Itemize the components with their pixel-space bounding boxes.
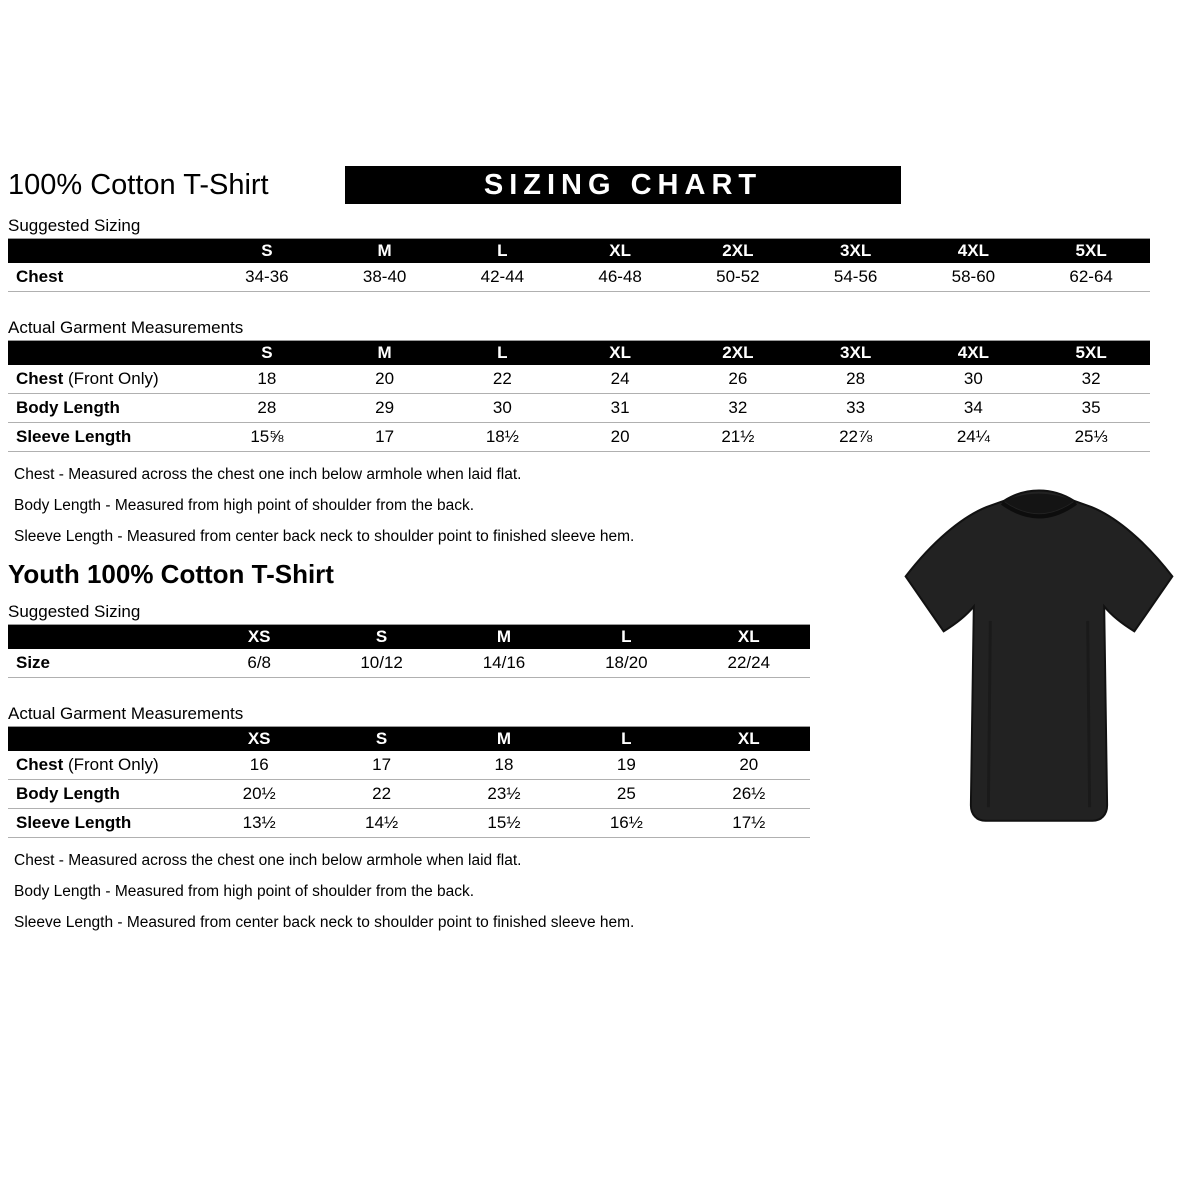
measurement-cell: 15½ bbox=[487, 813, 521, 832]
measurement-cell: 22⅞ bbox=[839, 427, 873, 446]
measurement-cell: 18 bbox=[494, 755, 514, 774]
adult-suggested-sizing-label: Suggested Sizing bbox=[8, 216, 141, 235]
size-column-header: L bbox=[565, 625, 687, 650]
label-column-header bbox=[8, 625, 198, 650]
size-column-header: S bbox=[320, 625, 442, 650]
row-label: Size bbox=[16, 653, 51, 672]
size-column-header: XL bbox=[561, 341, 679, 366]
measurement-cell: 26½ bbox=[732, 784, 766, 803]
youth-garment-measurements-table bbox=[8, 726, 810, 838]
measurement-cell: 34-36 bbox=[245, 267, 289, 286]
measurement-cell: 34 bbox=[963, 398, 983, 417]
row-label: Chest (Front Only) bbox=[16, 755, 159, 774]
measurement-cell: 21½ bbox=[721, 427, 755, 446]
table-row bbox=[8, 365, 1150, 394]
tshirt-silhouette bbox=[906, 490, 1173, 820]
measurement-cell: 19 bbox=[616, 755, 636, 774]
measurement-cell: 10/12 bbox=[360, 653, 403, 672]
measurement-cell: 17 bbox=[372, 755, 392, 774]
youth-suggested-sizing-table bbox=[8, 624, 810, 678]
measurement-cell: 28 bbox=[846, 369, 866, 388]
measurement-cell: 35 bbox=[1081, 398, 1101, 417]
sleeve-length-note: Sleeve Length - Measured from center back neck to shoulder point to finished sleeve hem. bbox=[14, 528, 635, 545]
size-column-header: S bbox=[320, 727, 442, 752]
size-column-header: M bbox=[326, 239, 444, 264]
size-column-header: M bbox=[443, 727, 565, 752]
size-column-header: 5XL bbox=[1032, 341, 1150, 366]
measurement-cell: 23½ bbox=[487, 784, 521, 803]
size-column-header: M bbox=[326, 341, 444, 366]
row-label: Chest bbox=[16, 267, 64, 286]
adult-garment-measurements-table bbox=[8, 340, 1150, 452]
measurement-cell: 17½ bbox=[732, 813, 766, 832]
size-column-header: XL bbox=[688, 625, 810, 650]
row-label: Body Length bbox=[16, 784, 120, 803]
adult-suggested-sizing-table bbox=[8, 238, 1150, 292]
size-column-header: 5XL bbox=[1032, 239, 1150, 264]
measurement-cell: 33 bbox=[846, 398, 866, 417]
measurement-cell: 22 bbox=[372, 784, 392, 803]
measurement-cell: 42-44 bbox=[480, 267, 525, 286]
size-column-header: XL bbox=[561, 239, 679, 264]
table-header-row bbox=[8, 239, 1150, 264]
row-label: Sleeve Length bbox=[16, 427, 132, 446]
row-label: Sleeve Length bbox=[16, 813, 132, 832]
table-row bbox=[8, 263, 1150, 292]
measurement-cell: 30 bbox=[492, 398, 512, 417]
measurement-cell: 31 bbox=[610, 398, 630, 417]
measurement-cell: 20½ bbox=[242, 784, 276, 803]
measurement-cell: 62-64 bbox=[1069, 267, 1113, 286]
row-label: Body Length bbox=[16, 398, 120, 417]
adult-actual-measurements-label: Actual Garment Measurements bbox=[8, 318, 244, 337]
table-header-row bbox=[8, 727, 810, 752]
label-column-header bbox=[8, 727, 198, 752]
measurement-cell: 30 bbox=[963, 369, 983, 388]
measurement-cell: 14½ bbox=[365, 813, 399, 832]
size-column-header: 4XL bbox=[915, 341, 1033, 366]
youth-actual-measurements-label: Actual Garment Measurements bbox=[8, 704, 244, 723]
measurement-cell: 28 bbox=[257, 398, 277, 417]
measurement-cell: 20 bbox=[610, 427, 630, 446]
measurement-cell: 50-52 bbox=[716, 267, 760, 286]
measurement-cell: 6/8 bbox=[247, 653, 272, 672]
table-row bbox=[8, 394, 1150, 423]
tshirt-image bbox=[893, 476, 1185, 828]
youth-suggested-sizing-label: Suggested Sizing bbox=[8, 602, 141, 621]
size-column-header: XS bbox=[198, 625, 320, 650]
chest-note: Chest - Measured across the chest one inch below armhole when laid flat. bbox=[14, 466, 522, 483]
label-column-header bbox=[8, 341, 208, 366]
table-row bbox=[8, 809, 810, 838]
measurement-cell: 16 bbox=[249, 755, 269, 774]
table-header-row bbox=[8, 341, 1150, 366]
youth-section-title: Youth 100% Cotton T-Shirt bbox=[8, 559, 334, 589]
chest-note: Chest - Measured across the chest one inch below armhole when laid flat. bbox=[14, 852, 522, 869]
size-column-header: 2XL bbox=[679, 341, 797, 366]
tshirt-product-image bbox=[893, 476, 1185, 828]
size-column-header: S bbox=[208, 239, 326, 264]
size-column-header: S bbox=[208, 341, 326, 366]
youth-measurement-notes bbox=[8, 852, 1200, 932]
size-column-header: XL bbox=[688, 727, 810, 752]
measurement-cell: 18/20 bbox=[605, 653, 648, 672]
table-row bbox=[8, 649, 810, 678]
size-column-header: 3XL bbox=[797, 341, 915, 366]
sizing-chart-banner: SIZING CHART bbox=[345, 166, 901, 204]
body-length-note: Body Length - Measured from high point of shoulder from the back. bbox=[14, 497, 475, 514]
header-row bbox=[8, 166, 1200, 204]
row-label: Chest (Front Only) bbox=[16, 369, 159, 388]
table-row bbox=[8, 751, 810, 780]
measurement-cell: 26 bbox=[728, 369, 748, 388]
measurement-cell: 54-56 bbox=[833, 267, 878, 286]
size-column-header: 2XL bbox=[679, 239, 797, 264]
sleeve-length-note: Sleeve Length - Measured from center back neck to shoulder point to finished sleeve hem. bbox=[14, 914, 635, 931]
table-row bbox=[8, 423, 1150, 452]
measurement-cell: 24¼ bbox=[956, 427, 990, 446]
measurement-cell: 46-48 bbox=[598, 267, 642, 286]
measurement-cell: 32 bbox=[1081, 369, 1101, 388]
measurement-cell: 22/24 bbox=[727, 653, 771, 672]
measurement-cell: 24 bbox=[610, 369, 630, 388]
measurement-cell: 18½ bbox=[485, 427, 519, 446]
size-column-header: 3XL bbox=[797, 239, 915, 264]
measurement-cell: 20 bbox=[375, 369, 395, 388]
size-column-header: L bbox=[444, 341, 562, 366]
adult-section-title: 100% Cotton T-Shirt bbox=[8, 169, 269, 201]
measurement-cell: 25 bbox=[616, 784, 636, 803]
measurement-cell: 29 bbox=[375, 398, 395, 417]
measurement-cell: 13½ bbox=[242, 813, 276, 832]
size-column-header: M bbox=[443, 625, 565, 650]
measurement-cell: 32 bbox=[728, 398, 748, 417]
measurement-cell: 16½ bbox=[609, 813, 643, 832]
size-column-header: 4XL bbox=[915, 239, 1033, 264]
measurement-cell: 17 bbox=[375, 427, 395, 446]
size-column-header: L bbox=[444, 239, 562, 264]
measurement-cell: 15⅝ bbox=[250, 427, 284, 446]
table-header-row bbox=[8, 625, 810, 650]
body-length-note: Body Length - Measured from high point of shoulder from the back. bbox=[14, 883, 475, 900]
measurement-cell: 38-40 bbox=[362, 267, 407, 286]
size-column-header: XS bbox=[198, 727, 320, 752]
label-column-header bbox=[8, 239, 208, 264]
table-row bbox=[8, 780, 810, 809]
size-column-header: L bbox=[565, 727, 687, 752]
measurement-cell: 14/16 bbox=[482, 653, 526, 672]
measurement-cell: 22 bbox=[492, 369, 512, 388]
measurement-cell: 20 bbox=[739, 755, 759, 774]
measurement-cell: 18 bbox=[257, 369, 277, 388]
measurement-cell: 58-60 bbox=[951, 267, 996, 286]
measurement-cell: 25⅓ bbox=[1074, 427, 1108, 446]
